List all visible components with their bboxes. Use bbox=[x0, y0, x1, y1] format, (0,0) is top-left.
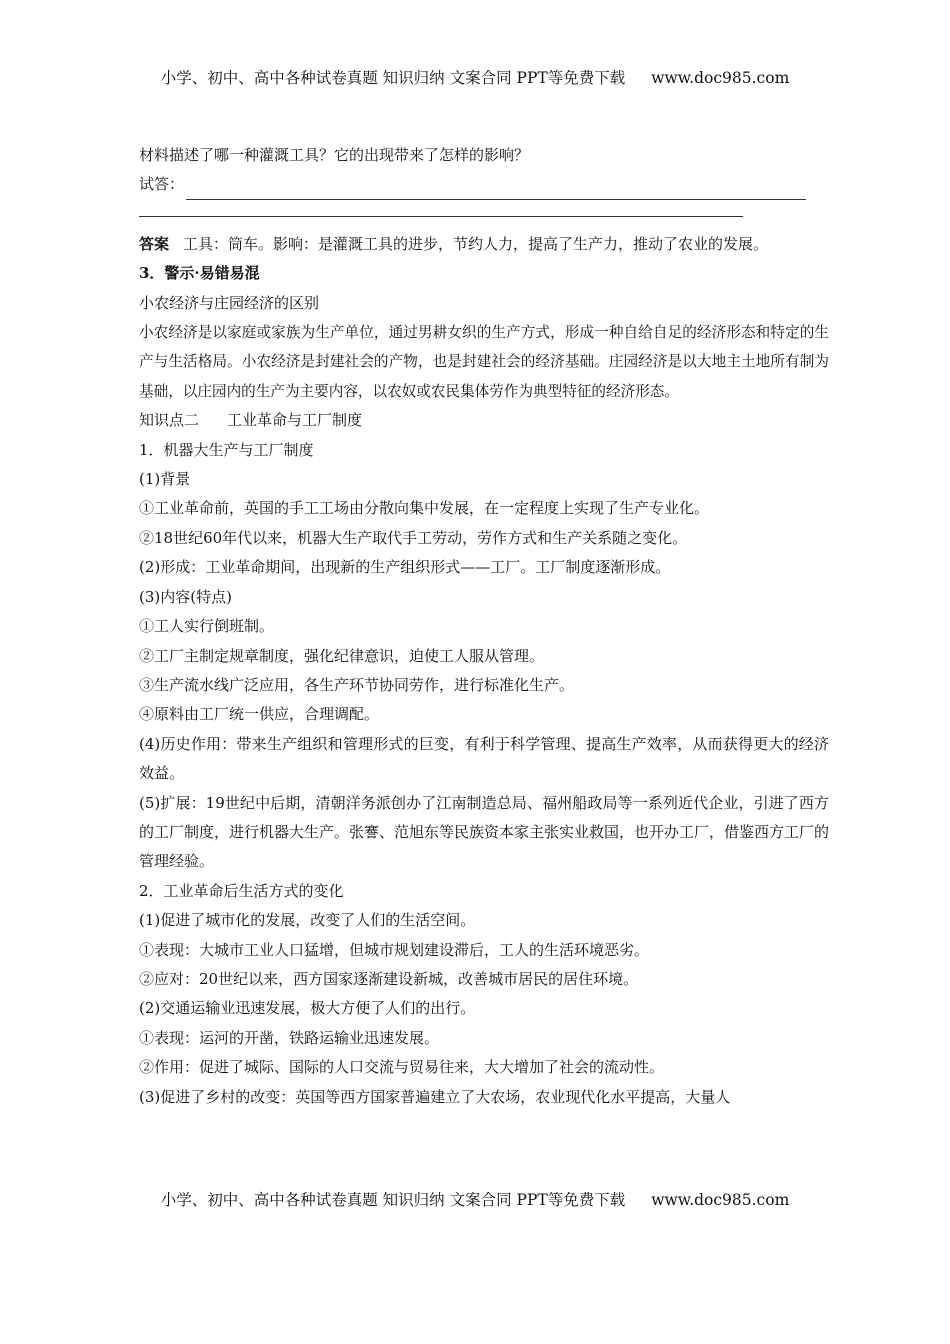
list-item: ②应对：20世纪以来，西方国家逐渐建设新城，改善城市居民的居住环境。 bbox=[139, 969, 639, 988]
list-item: ①表现：运河的开凿，铁路运输业迅速发展。 bbox=[139, 1028, 440, 1047]
list-item: ①工人实行倒班制。 bbox=[139, 617, 275, 636]
answer-label: 答案 bbox=[139, 234, 170, 253]
list-item: ②18世纪60年代以来，机器大生产取代手工劳动，劳作方式和生产关系随之变化。 bbox=[139, 528, 688, 547]
list-item: ①工业革命前，英国的手工工场由分散向集中发展，在一定程度上实现了生产专业化。 bbox=[139, 499, 710, 518]
knowledge-point-label: 知识点二 bbox=[139, 411, 200, 430]
answer-blank-line-2[interactable] bbox=[139, 200, 743, 217]
extension-text: (5)扩展：19世纪中后期，清朝洋务派创办了江南制造总局、福州船政局等一系列近代企业，引进了西方的工厂制度，进行机器大生产。张謇、范旭东等民族资本家主张实业救国，也开办工厂，借鉴西方工厂的管理经验。 bbox=[139, 793, 829, 871]
answer-attempt-label: 试答： bbox=[139, 175, 185, 194]
urbanization-text: (1)促进了城市化的发展，改变了人们的生活空间。 bbox=[139, 911, 476, 930]
list-item: ④原料由工厂统一供应，合理调配。 bbox=[139, 705, 380, 724]
warning-heading: 3．警示·易错易混 bbox=[139, 264, 260, 283]
warning-subheading: 小农经济与庄园经济的区别 bbox=[139, 293, 320, 312]
answer-attempt-row bbox=[139, 170, 829, 199]
answer-paragraph bbox=[139, 230, 829, 259]
list-item: ②作用：促进了城际、国际的人口交流与贸易往来，大大增加了社会的流动性。 bbox=[139, 1058, 665, 1077]
answer-text: 工具：筒车。影响：是灌溉工具的进步，节约人力，提高了生产力，推动了农业的发展。 bbox=[183, 234, 769, 253]
footer-url[interactable]: www.doc985.com bbox=[651, 1191, 790, 1209]
warning-body: 小农经济是以家庭或家族为生产单位，通过男耕女织的生产方式，形成一种自给自足的经济形态和特定的生产与生活格局。小农经济是封建社会的产物，也是封建社会的经济基础。庄园经济是以大地主土地所有制为基础，以庄园内的生产为主要内容，以农奴或农民集体劳作为典型特征的经济形态。 bbox=[139, 324, 829, 400]
formation-text: (2)形成：工业革命期间，出现新的生产组织形式——工厂。工厂制度逐渐形成。 bbox=[139, 558, 671, 577]
list-item: ①表现：大城市工业人口猛增，但城市规划建设滞后，工人的生活环境恶劣。 bbox=[139, 940, 650, 959]
document-body bbox=[139, 141, 829, 1112]
section1-heading: 1．机器大生产与工厂制度 bbox=[139, 440, 314, 459]
knowledge-point-name: 工业革命与工厂制度 bbox=[227, 411, 363, 430]
answer-blank-line[interactable] bbox=[186, 181, 806, 200]
question-prompt: 材料描述了哪一种灌溉工具？它的出现带来了怎样的影响？ bbox=[139, 146, 530, 164]
header-text: 小学、初中、高中各种试卷真题 知识归纳 文案合同 PPT等免费下载 bbox=[160, 69, 626, 87]
knowledge-point-title bbox=[139, 406, 829, 435]
footer-text: 小学、初中、高中各种试卷真题 知识归纳 文案合同 PPT等免费下载 bbox=[160, 1191, 626, 1209]
list-item: ②工厂主制定规章制度，强化纪律意识，迫使工人服从管理。 bbox=[139, 646, 545, 665]
content-heading: (3)内容(特点) bbox=[139, 587, 232, 606]
list-item: ③生产流水线广泛应用，各生产环节协同劳作，进行标准化生产。 bbox=[139, 675, 575, 694]
section2-heading: 2．工业革命后生活方式的变化 bbox=[139, 881, 344, 900]
rural-text: (3)促进了乡村的改变：英国等西方国家普遍建立了大农场，农业现代化水平提高，大量人 bbox=[139, 1087, 731, 1106]
transport-text: (2)交通运输业迅速发展，极大方便了人们的出行。 bbox=[139, 999, 476, 1018]
page-footer bbox=[0, 1190, 950, 1210]
historical-role: (4)历史作用：带来生产组织和管理形式的巨变，有利于科学管理、提高生产效率，从而获得更大的经济效益。 bbox=[139, 734, 829, 783]
header-url[interactable]: www.doc985.com bbox=[651, 69, 790, 87]
background-heading: (1)背景 bbox=[139, 470, 191, 489]
page-header bbox=[0, 68, 950, 88]
